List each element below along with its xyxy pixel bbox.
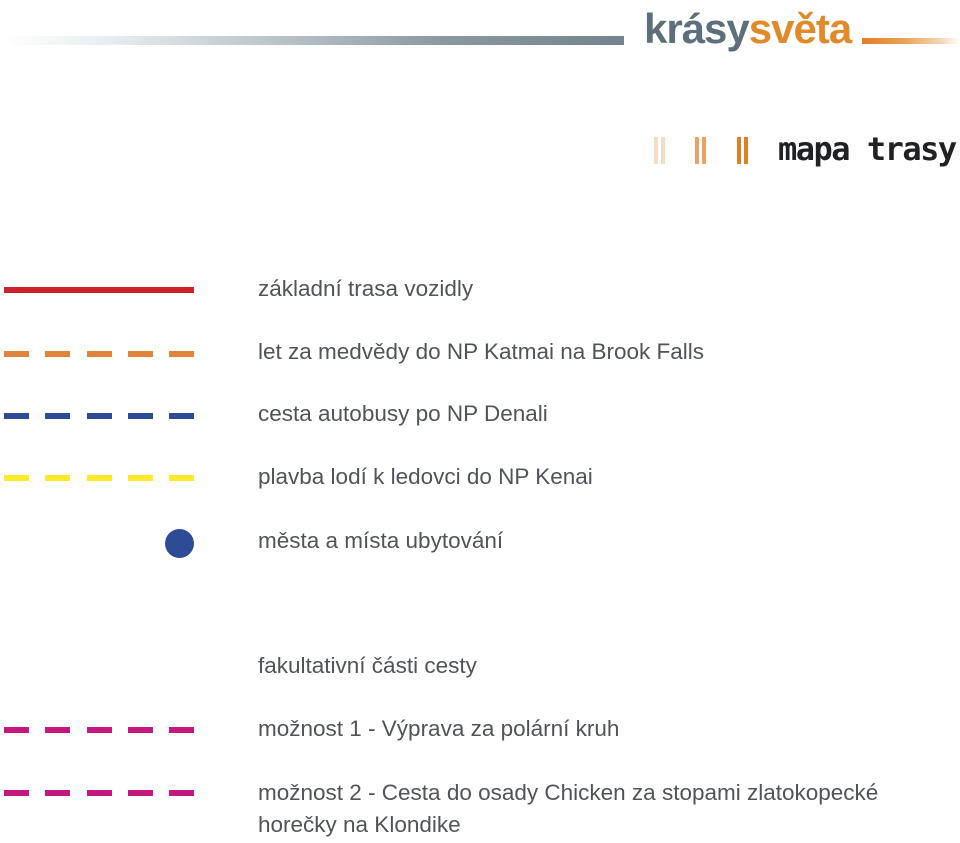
legend-symbol-towns-dot (165, 529, 194, 558)
dash-segment (128, 790, 153, 796)
brand-logo-part1: krásy (644, 5, 749, 52)
title-bar (702, 137, 706, 164)
optional-heading: fakultativní části cesty (258, 653, 477, 678)
legend-symbol-option-2 (4, 790, 194, 796)
header-rule-left (0, 36, 624, 45)
dash-segment (169, 790, 194, 796)
dash-segment (87, 413, 112, 419)
dash-segment (45, 413, 70, 419)
dash-segment (87, 727, 112, 733)
legend-symbol-bus-denali (4, 413, 194, 419)
legend-symbol-option-1 (4, 727, 194, 733)
dash-segment (45, 475, 70, 481)
title-bar (737, 137, 741, 164)
dash-segment (128, 351, 153, 357)
legend-label-glacier-cruise: plavba lodí k ledovci do NP Kenai (258, 464, 593, 489)
dash-segment (4, 351, 29, 357)
dash-segment (87, 475, 112, 481)
dash-segment (169, 413, 194, 419)
dash-segment (128, 413, 153, 419)
dash-segment (87, 351, 112, 357)
dash-segment (4, 475, 29, 481)
dash-segment (4, 727, 29, 733)
dash-segment (45, 727, 70, 733)
legend-label-bears-flight: let za medvědy do NP Katmai na Brook Falls (258, 339, 705, 364)
dash-segment (4, 413, 29, 419)
legend-label-bus-denali: cesta autobusy po NP Denali (258, 401, 548, 426)
dash-segment (128, 475, 153, 481)
section-title: mapa trasy (778, 130, 956, 168)
legend-symbol-glacier-cruise (4, 475, 194, 481)
dash-segment (45, 790, 70, 796)
dash-segment (169, 351, 194, 357)
legend-label-main-route: základní trasa vozidly (258, 276, 474, 301)
title-bar (744, 137, 748, 164)
legend-symbol-bears-flight (4, 351, 194, 357)
title-bar (695, 137, 699, 164)
title-bar (661, 137, 665, 164)
optional-label-option-1: možnost 1 - Výprava za polární kruh (258, 716, 620, 741)
dash-segment (128, 727, 153, 733)
dash-segment (45, 351, 70, 357)
dash-segment (4, 790, 29, 796)
dash-segment (169, 475, 194, 481)
title-bar (654, 137, 658, 164)
brand-logo (644, 0, 851, 58)
header-rule-right (862, 38, 960, 44)
dash-segment (87, 790, 112, 796)
brand-logo-part2: světa (748, 5, 852, 52)
dash-segment (169, 727, 194, 733)
legend-label-towns: města a místa ubytování (258, 528, 504, 553)
legend-symbol-main-route (4, 287, 194, 293)
optional-label-option-2: možnost 2 - Cesta do osady Chicken za stopami zlatokopecké horečky na Klondike (258, 780, 879, 837)
